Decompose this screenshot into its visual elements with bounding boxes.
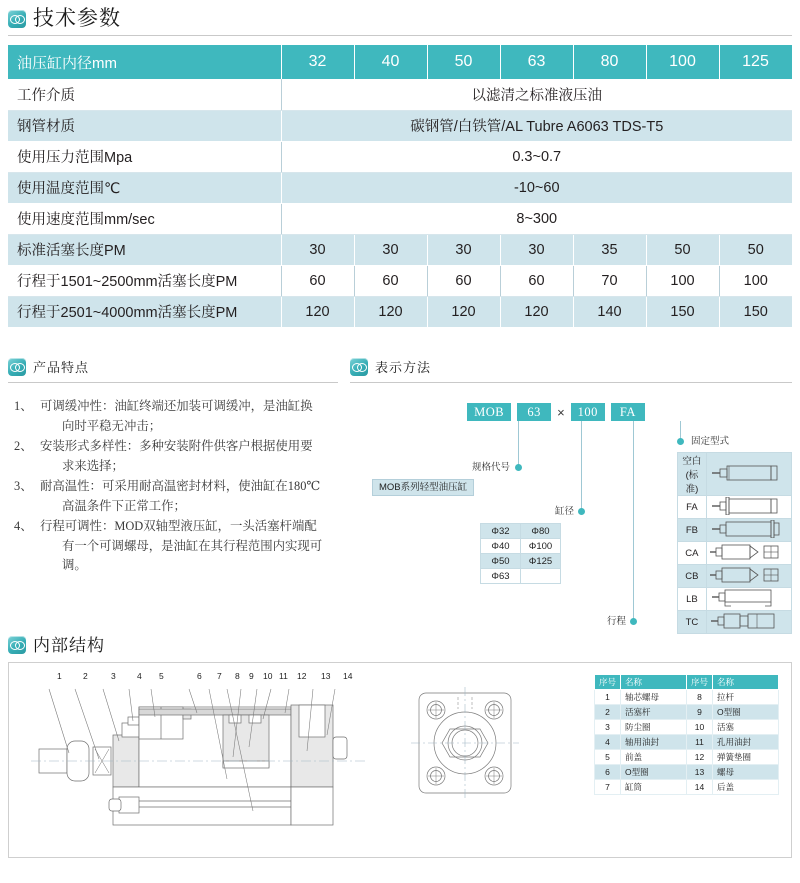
table-row: [595, 780, 779, 795]
bore-cell-1-0: Φ40: [481, 539, 521, 554]
model-code-row: [350, 403, 792, 421]
cell-5-6: 50: [719, 234, 792, 265]
mount-diagram-4: [706, 565, 791, 588]
mount-code-3: CA: [678, 542, 707, 565]
cell-5-5: 50: [646, 234, 719, 265]
cylinder-trunnion-icon: [709, 612, 789, 630]
callout-dot-mount: [677, 438, 684, 445]
spec-header-col-5: 100: [646, 45, 719, 79]
row-label-2: 使用压力范围Mpa: [8, 141, 281, 172]
internal-structure-section: [8, 636, 792, 858]
chain-link-icon: [8, 636, 26, 654]
callout-number-5: 5: [159, 671, 164, 681]
cylinder-clevis-rear-icon: [709, 566, 789, 584]
model-code-separator: ×: [557, 404, 565, 420]
cell-7-0: 120: [281, 296, 354, 327]
cylinder-clevis-icon: [709, 543, 789, 561]
part-name-4: 前盖: [621, 750, 687, 765]
bore-cell-3-0: Φ63: [481, 569, 521, 584]
parts-header-1: 名称: [621, 675, 687, 690]
part-num-13: 14: [687, 780, 713, 795]
part-num-2: 3: [595, 720, 621, 735]
row-label-5: 标准活塞长度PM: [8, 234, 281, 265]
part-name-1: 活塞杆: [621, 705, 687, 720]
feature-number-0: 1、: [14, 399, 33, 413]
bore-size-table: [480, 523, 561, 584]
callout-number-row: [39, 671, 369, 685]
callout-number-10: 10: [263, 671, 273, 681]
table-row: [678, 519, 792, 542]
table-row: [678, 496, 792, 519]
bore-cell-0-1: Φ80: [521, 524, 561, 539]
part-name-13: 后盖: [713, 780, 779, 795]
callout-dot-bore: [578, 508, 585, 515]
part-name-2: 防尘圈: [621, 720, 687, 735]
callout-number-6: 6: [197, 671, 202, 681]
spec-header-col-2: 50: [427, 45, 500, 79]
cell-5-3: 30: [500, 234, 573, 265]
cell-7-1: 120: [354, 296, 427, 327]
bore-cell-0-0: Φ32: [481, 524, 521, 539]
part-name-6: 缸筒: [621, 780, 687, 795]
table-row: [481, 524, 561, 539]
parts-header-3: 名称: [713, 675, 779, 690]
part-name-12: 螺母: [713, 765, 779, 780]
flange-end-view-diagram: [409, 685, 519, 803]
callout-number-2: 2: [83, 671, 88, 681]
callout-number-1: 1: [57, 671, 62, 681]
part-num-10: 11: [687, 735, 713, 750]
cell-5-4: 35: [573, 234, 646, 265]
cylinder-cross-section-diagram: [27, 679, 372, 839]
row-label-3: 使用温度范围℃: [8, 172, 281, 203]
mounting-type-table: [677, 452, 792, 634]
model-code-mount: FA: [611, 403, 645, 421]
part-num-9: 10: [687, 720, 713, 735]
cell-7-5: 150: [646, 296, 719, 327]
model-code-stroke: 100: [571, 403, 605, 421]
mount-diagram-3: [706, 542, 791, 565]
cell-5-0: 30: [281, 234, 354, 265]
table-row: [678, 542, 792, 565]
row-label-7: 行程于2501~4000mm活塞长度PM: [8, 296, 281, 327]
part-num-0: 1: [595, 690, 621, 705]
feature-number-3: 4、: [14, 519, 33, 533]
list-item: [8, 517, 338, 576]
table-row: [678, 588, 792, 611]
product-features-divider: [8, 382, 338, 383]
feature-cont-1: 求来选择；: [62, 458, 124, 473]
callout-label-series: 规格代号: [471, 462, 510, 473]
part-name-5: O型圈: [621, 765, 687, 780]
callout-number-8: 8: [235, 671, 240, 681]
callout-number-7: 7: [217, 671, 222, 681]
spec-header-col-3: 63: [500, 45, 573, 79]
table-row: [8, 203, 792, 234]
part-name-7: 拉杆: [713, 690, 779, 705]
model-designation-title: 表示方法: [375, 359, 432, 375]
table-row: [595, 690, 779, 705]
cell-7-3: 120: [500, 296, 573, 327]
chain-link-icon: [8, 10, 26, 28]
cell-7-6: 150: [719, 296, 792, 327]
feature-cont-2: 高温条件下正常工作；: [62, 498, 186, 513]
product-features-title: 产品特点: [33, 359, 90, 375]
spec-header-col-0: 32: [281, 45, 354, 79]
row-merged-1: 碳钢管/白铁管/AL Tubre A6063 TDS-T5: [281, 110, 792, 141]
model-designation-divider: [350, 382, 792, 383]
table-row: [8, 234, 792, 265]
table-row: [8, 265, 792, 296]
internal-structure-title: 内部结构: [33, 635, 105, 655]
part-num-5: 6: [595, 765, 621, 780]
spec-header-label: 油压缸内径mm: [8, 45, 281, 79]
row-merged-2: 0.3~0.7: [281, 141, 792, 172]
row-label-1: 钢管材质: [8, 110, 281, 141]
callout-number-13: 13: [321, 671, 331, 681]
table-row: [595, 765, 779, 780]
cylinder-rear-flange-icon: [709, 520, 789, 538]
feature-text-2: [40, 477, 338, 516]
feature-line-3: 行程可调性：MOD双轴型液压缸，一头活塞杆端配: [40, 519, 317, 533]
part-num-12: 13: [687, 765, 713, 780]
spec-table: [8, 45, 793, 328]
internal-structure-panel: [8, 662, 792, 858]
callout-label-mount: 固定型式: [691, 436, 730, 447]
bore-cell-2-0: Φ50: [481, 554, 521, 569]
feature-cont-0: 向时平稳无冲击；: [62, 418, 162, 433]
cylinder-icon: [709, 464, 789, 482]
cell-5-2: 30: [427, 234, 500, 265]
internal-structure-header: [8, 636, 792, 654]
table-row: [8, 296, 792, 327]
part-name-3: 轴用油封: [621, 735, 687, 750]
callout-number-3: 3: [111, 671, 116, 681]
cell-6-4: 70: [573, 265, 646, 296]
mount-diagram-5: [706, 588, 791, 611]
feature-list: [8, 397, 338, 576]
series-description-tag: MOB系列轻型油压缸: [372, 479, 474, 496]
mount-code-1: FA: [678, 496, 707, 519]
product-features-section: [8, 358, 338, 577]
parts-header-0: 序号: [595, 675, 621, 690]
chain-link-icon: [8, 358, 26, 376]
part-num-11: 12: [687, 750, 713, 765]
chain-link-icon: [350, 358, 368, 376]
mount-diagram-0: [706, 453, 791, 496]
table-row: [678, 565, 792, 588]
row-label-0: 工作介质: [8, 79, 281, 110]
feature-text-1: [40, 437, 338, 476]
cell-7-2: 120: [427, 296, 500, 327]
tech-params-title: 技术参数: [33, 7, 121, 30]
spec-header-col-6: 125: [719, 45, 792, 79]
feature-line-2: 耐高温性：可采用耐高温密封材料，使油缸在180℃: [40, 479, 321, 493]
feature-text-0: [40, 397, 338, 436]
tech-params-section: [8, 8, 792, 36]
cell-6-1: 60: [354, 265, 427, 296]
callout-number-11: 11: [279, 671, 288, 681]
leader-line-series: [518, 421, 519, 467]
part-num-1: 2: [595, 705, 621, 720]
bore-cell-1-1: Φ100: [521, 539, 561, 554]
cell-6-6: 100: [719, 265, 792, 296]
callout-label-stroke: 行程: [606, 616, 626, 627]
feature-line-1: 安装形式多样性：多种安装附件供客户根据使用要: [40, 439, 313, 453]
callout-number-4: 4: [137, 671, 142, 681]
part-name-9: 活塞: [713, 720, 779, 735]
parts-header-row: [595, 675, 779, 690]
model-callout-diagram: [350, 421, 792, 661]
cell-6-0: 60: [281, 265, 354, 296]
mount-diagram-2: [706, 519, 791, 542]
table-row: [8, 79, 792, 110]
table-row: [595, 750, 779, 765]
part-name-0: 轴芯螺母: [621, 690, 687, 705]
table-row: [8, 172, 792, 203]
cell-7-4: 140: [573, 296, 646, 327]
cylinder-foot-mount-icon: [709, 589, 789, 607]
tech-params-header: [8, 8, 792, 29]
cell-6-2: 60: [427, 265, 500, 296]
cylinder-front-flange-icon: [709, 497, 789, 515]
callout-number-14: 14: [343, 671, 353, 681]
spec-header-row: [8, 45, 792, 79]
table-row: [481, 554, 561, 569]
feature-number-1: 2、: [14, 439, 33, 453]
leader-line-stroke: [633, 421, 634, 621]
feature-line-0: 可调缓冲性：油缸终端还加装可调缓冲，是油缸换: [40, 399, 313, 413]
parts-list-table: [594, 674, 779, 795]
cell-6-3: 60: [500, 265, 573, 296]
feature-text-3: [40, 517, 338, 576]
part-num-7: 8: [687, 690, 713, 705]
bore-cell-2-1: Φ125: [521, 554, 561, 569]
callout-label-bore: 缸径: [554, 506, 574, 517]
mount-diagram-6: [706, 611, 791, 634]
table-row: [678, 453, 792, 496]
table-row: [595, 705, 779, 720]
mount-diagram-1: [706, 496, 791, 519]
table-row: [595, 735, 779, 750]
callout-number-12: 12: [297, 671, 307, 681]
spec-header-col-4: 80: [573, 45, 646, 79]
product-features-header: [8, 358, 338, 376]
callout-dot-stroke: [630, 618, 637, 625]
row-merged-0: 以滤清之标准液压油: [281, 79, 792, 110]
table-row: [678, 611, 792, 634]
table-row: [481, 539, 561, 554]
row-label-6: 行程于1501~2500mm活塞长度PM: [8, 265, 281, 296]
bore-cell-3-1: [521, 569, 561, 584]
leader-line-bore: [581, 421, 582, 511]
spec-header-col-1: 40: [354, 45, 427, 79]
part-name-11: 弹簧垫圈: [713, 750, 779, 765]
table-row: [481, 569, 561, 584]
model-designation-header: [350, 358, 792, 376]
mount-code-2: FB: [678, 519, 707, 542]
part-num-6: 7: [595, 780, 621, 795]
callout-dot-series: [515, 464, 522, 471]
part-num-4: 5: [595, 750, 621, 765]
table-row: [8, 110, 792, 141]
mount-code-0: 空白(标准): [678, 453, 707, 496]
feature-cont-3: 有一个可调螺母，是油缸在其行程范围内实现可调。: [62, 538, 323, 572]
mount-code-4: CB: [678, 565, 707, 588]
list-item: [8, 397, 338, 436]
list-item: [8, 477, 338, 516]
tech-params-divider: [8, 35, 792, 36]
table-row: [8, 141, 792, 172]
part-name-8: O型圈: [713, 705, 779, 720]
spec-table-container: [8, 45, 792, 328]
mount-code-5: LB: [678, 588, 707, 611]
callout-number-9: 9: [249, 671, 254, 681]
table-row: [595, 720, 779, 735]
cell-6-5: 100: [646, 265, 719, 296]
part-num-3: 4: [595, 735, 621, 750]
parts-header-2: 序号: [687, 675, 713, 690]
part-num-8: 9: [687, 705, 713, 720]
model-designation-section: [350, 358, 792, 661]
part-name-10: 孔用油封: [713, 735, 779, 750]
model-code-series: MOB: [467, 403, 511, 421]
feature-number-2: 3、: [14, 479, 33, 493]
row-merged-4: 8~300: [281, 203, 792, 234]
list-item: [8, 437, 338, 476]
model-code-bore: 63: [517, 403, 551, 421]
row-merged-3: -10~60: [281, 172, 792, 203]
cell-5-1: 30: [354, 234, 427, 265]
row-label-4: 使用速度范围mm/sec: [8, 203, 281, 234]
mount-code-6: TC: [678, 611, 707, 634]
